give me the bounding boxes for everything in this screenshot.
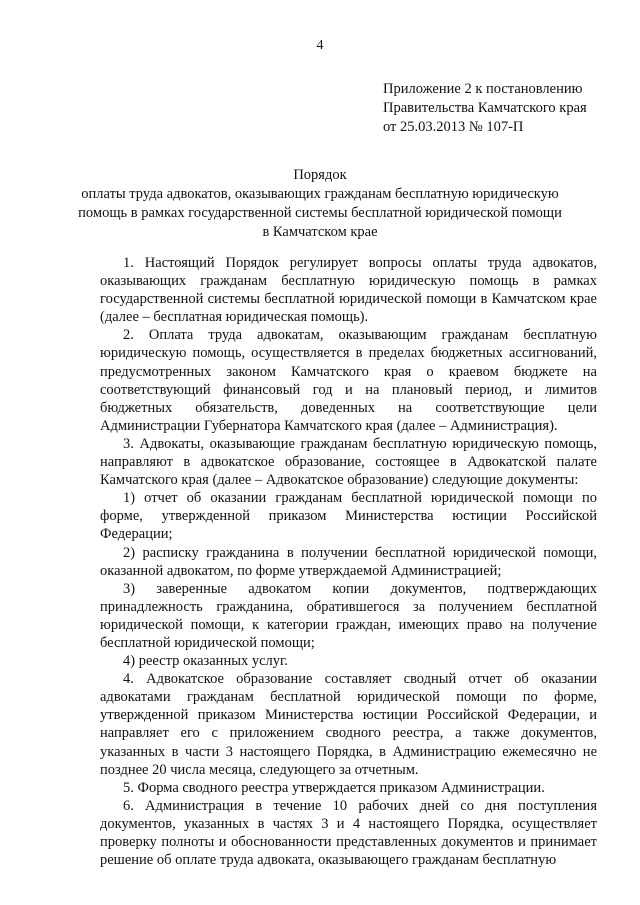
title-heading: Порядок <box>293 167 347 183</box>
title-line: в Камчатском крае <box>262 224 378 240</box>
paragraph: 4) реестр оказанных услуг. <box>123 653 288 670</box>
paragraph: 3. Адвокаты, оказывающие гражданам бесплатную юридическую помощь, направляют в адвокатское образование, состоящее в Адвокатской палате Камчатского края (далее – Адвокатское образование) следующие документы: <box>100 435 597 489</box>
paragraph: 2) расписку гражданина в получении бесплатной юридической помощи, оказанной адвокатом, по форме утверждаемой Администрацией; <box>100 544 597 579</box>
appendix-reference <box>383 80 623 137</box>
paragraph: 3) заверенные адвокатом копии документов, подтверждающих принадлежность гражданина, обратившегося за получением бесплатной юридической помощи, к категории граждан, имеющих право на получение бесплатной юридической помощи; <box>100 580 597 651</box>
title-line: оплаты труда адвокатов, оказывающих гражданам бесплатную юридическую <box>81 186 559 202</box>
appendix-line: от 25.03.2013 № 107-П <box>383 119 524 135</box>
paragraph: 4. Адвокатское образование составляет сводный отчет об оказании адвокатами гражданам бесплатной юридической помощи по форме, утвержденной приказом Министерства юстиции Российской Федерации, и направляет его с приложением сводного реестра, а также документов, указанных в части 3 настоящего Порядка, в Администрацию ежемесячно не позднее 20 числа месяца, следующего за отчетным. <box>100 671 597 778</box>
paragraph: 1) отчет об оказании гражданам бесплатной юридической помощи по форме, утвержденной приказом Министерства юстиции Российской Федерации; <box>100 490 597 543</box>
document-body <box>100 254 597 869</box>
appendix-line: Правительства Камчатского края <box>383 100 587 116</box>
page-number: 4 <box>316 38 324 53</box>
paragraph: 2. Оплата труда адвокатам, оказывающим гражданам бесплатную юридическую помощь, осуществляется в пределах бюджетных ассигнований, предусмотренных законом Камчатского края о краевом бюджете на соответствующий финансовый год и на плановый период, и лимитов бюджетных обязательств, доведенных на соответствующие цели Администрации Губернатора Камчатского края (далее – Администрация). <box>100 327 597 434</box>
document-title <box>60 166 580 242</box>
paragraph: 1. Настоящий Порядок регулирует вопросы оплаты труда адвокатов, оказывающих гражданам бесплатную юридическую помощь в рамках государственной системы бесплатной юридической помощи в Камчатском крае (далее – бесплатная юридическая помощь). <box>100 255 597 326</box>
paragraph: 5. Форма сводного реестра утверждается приказом Администрации. <box>123 779 545 796</box>
appendix-line: Приложение 2 к постановлению <box>383 81 583 97</box>
paragraph: 6. Администрация в течение 10 рабочих дней со дня поступления документов, указанных в частях 3 и 4 настоящего Порядка, осуществляет проверку полноты и обоснованности представленных документов и принимает решение об оплате труда адвоката, оказывающего гражданам бесплатную <box>100 797 597 869</box>
title-line: помощь в рамках государственной системы бесплатной юридической помощи <box>78 205 562 221</box>
